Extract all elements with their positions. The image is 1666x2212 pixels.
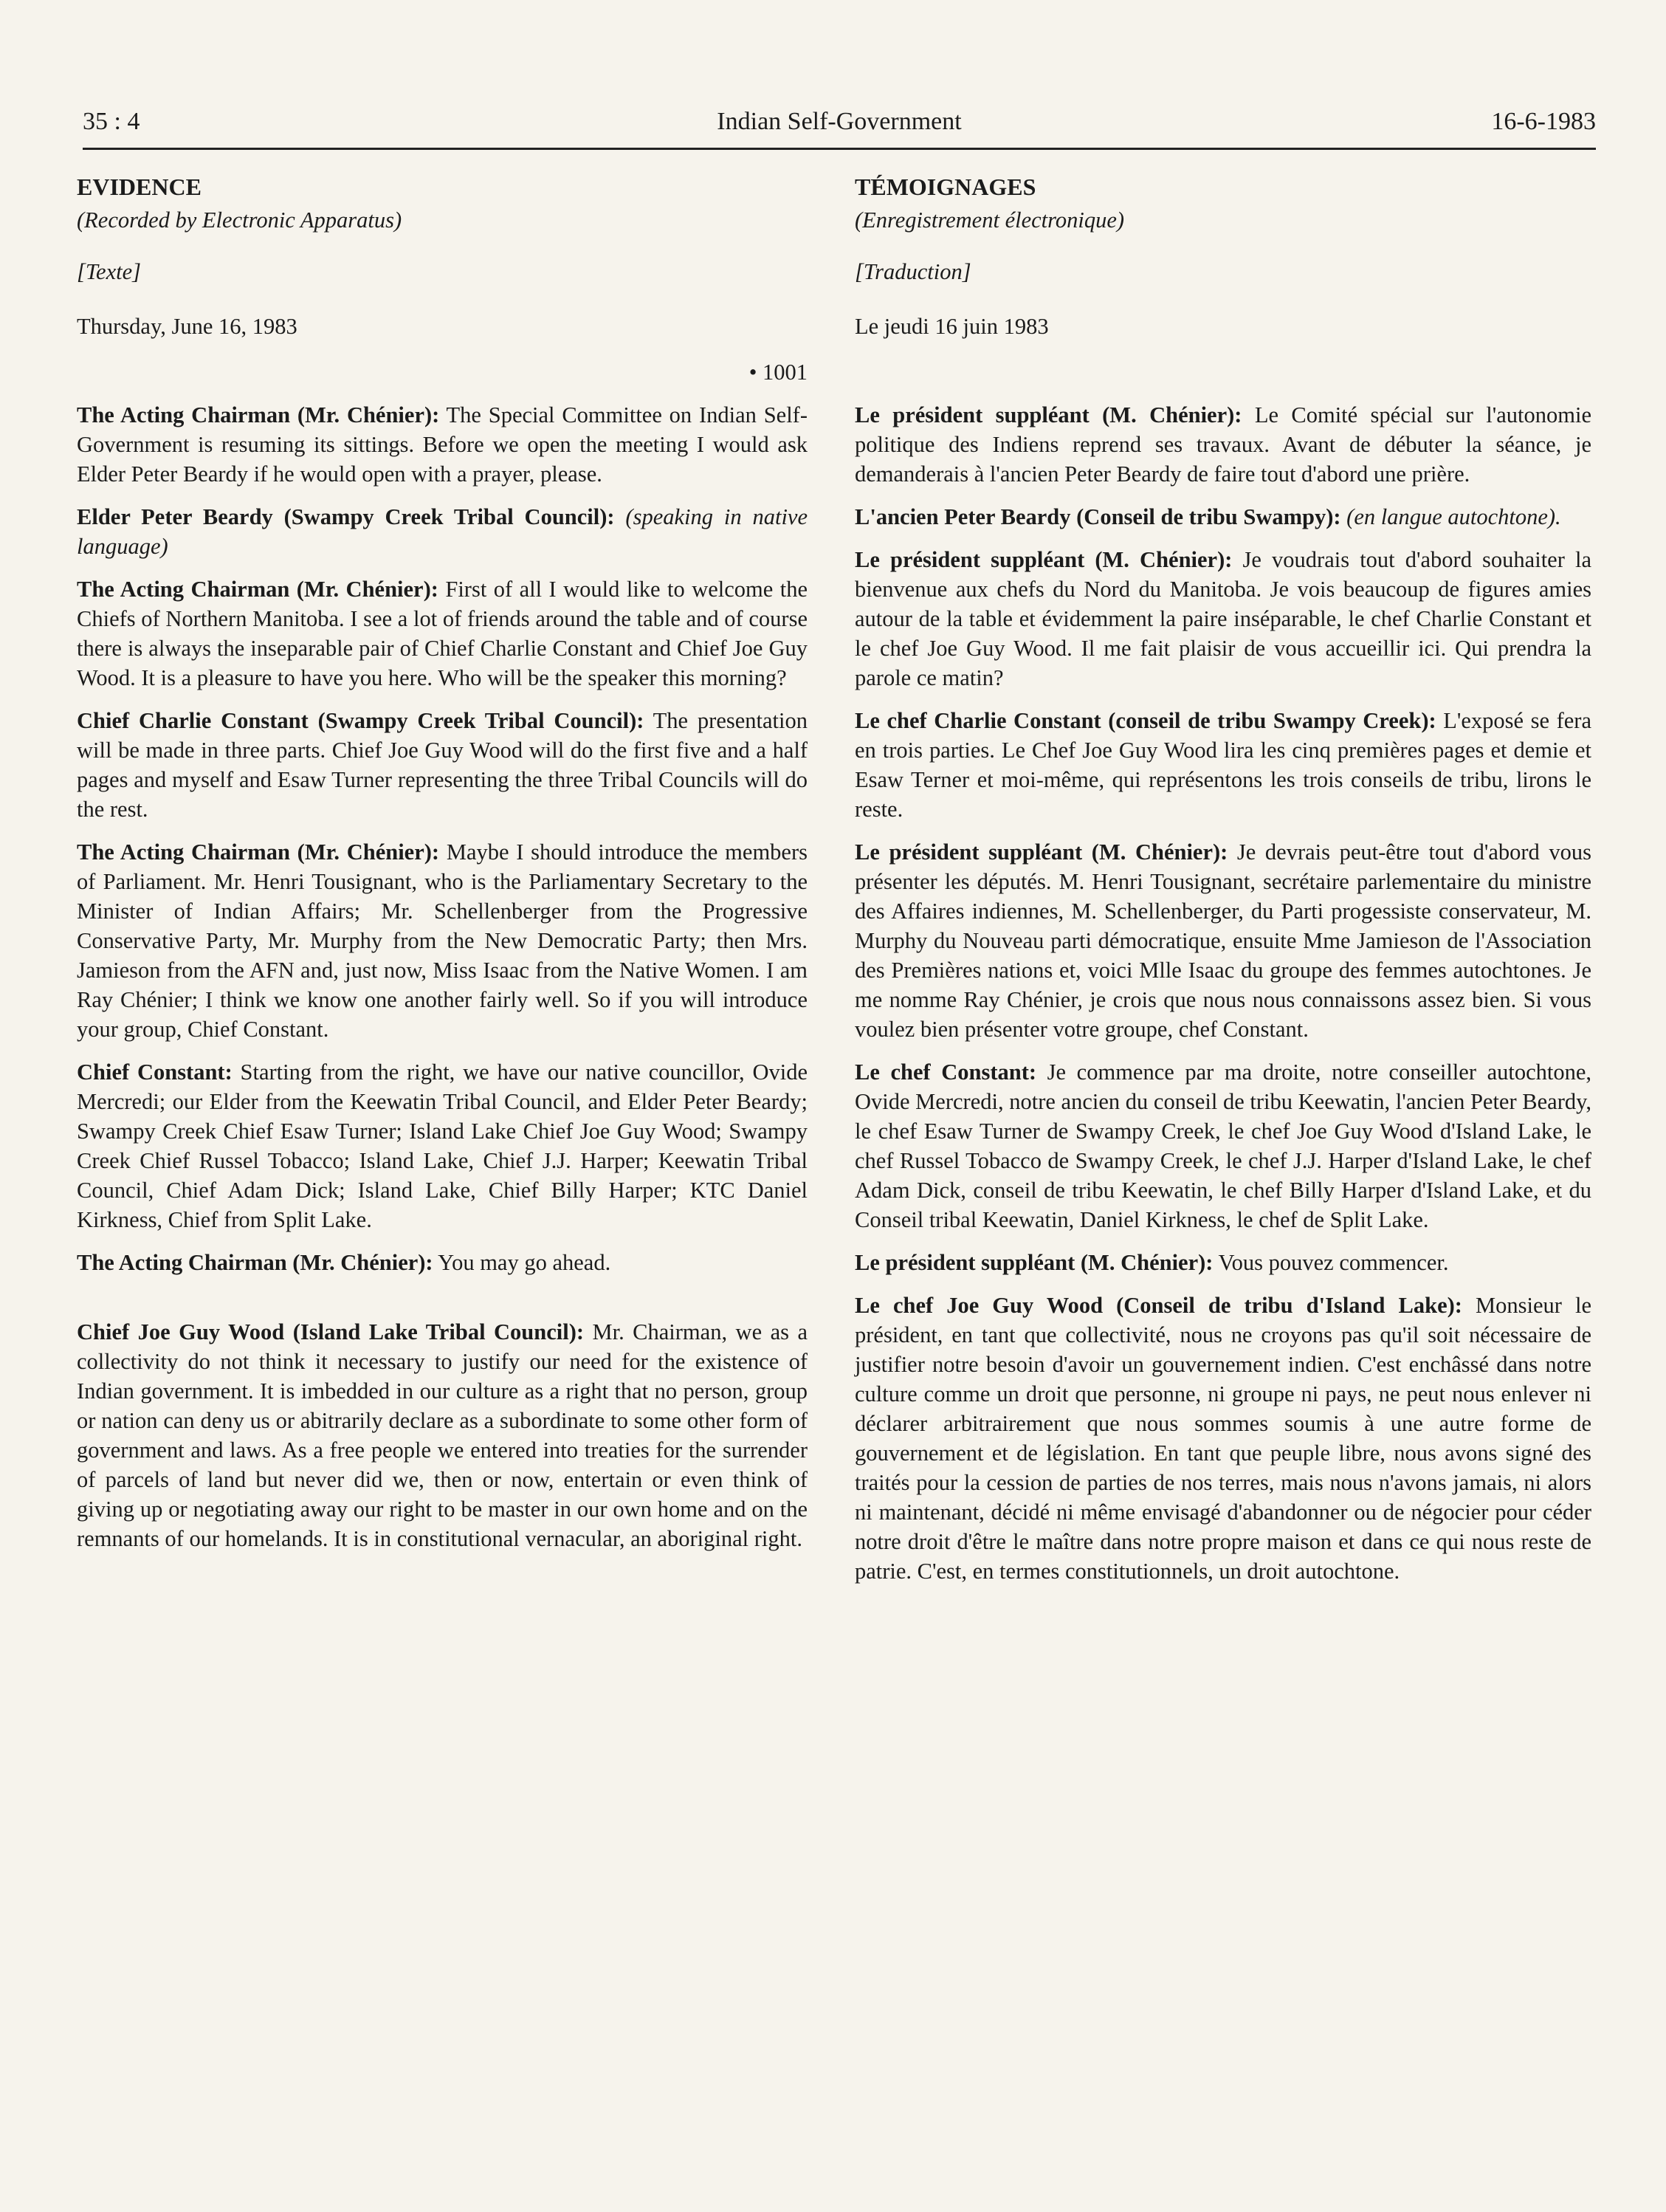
speaker-name: Chief Charlie Constant (Swampy Creek Tribal Council): [77, 708, 644, 733]
speech-paragraph [77, 1057, 808, 1234]
speech-text: (speaking in native language) [77, 504, 808, 559]
speaker-name: Le chef Charlie Constant (conseil de tribu Swampy Creek): [855, 708, 1436, 733]
sitting-date: Thursday, June 16, 1983 [77, 314, 297, 339]
running-header [83, 103, 1596, 150]
sitting-date: Le jeudi 16 juin 1983 [855, 314, 1049, 339]
text-note: [Texte] [77, 259, 141, 284]
speaker-name: Elder Peter Beardy (Swampy Creek Tribal Council): [77, 504, 615, 529]
evidence-heading: EVIDENCE [77, 174, 202, 200]
speaker-name: Le chef Constant: [855, 1059, 1037, 1085]
speech-paragraph [855, 502, 1591, 532]
speaker-name: Chief Joe Guy Wood (Island Lake Tribal Council): [77, 1319, 585, 1344]
speaker-name: Chief Constant: [77, 1059, 233, 1085]
speech-text: The presentation will be made in three parts. Chief Joe Guy Wood will do the first five and a half pages and myself and Esaw Turner representing the three Tribal Councils will do the rest. [77, 708, 808, 822]
speech-text: You may go ahead. [433, 1250, 611, 1275]
speech-paragraph [77, 502, 808, 561]
speech-text: Starting from the right, we have our native councillor, Ovide Mercredi; our Elder from the Keewatin Tribal Council, and Elder Peter Beardy; Swampy Creek Chief Esaw Turner; Island Lake Chief Joe Guy Wood; Swampy Creek Chief Russel Tobacco; Island Lake, Chief J.J. Harper; Keewatin Tribal Council, Chief Adam Dick; Island Lake, Chief Billy Harper; KTC Daniel Kirkness, Chief from Split Lake. [77, 1059, 808, 1232]
speaker-name: The Acting Chairman (Mr. Chénier): [77, 1250, 433, 1275]
time-marker: • 1001 [748, 360, 808, 385]
speaker-name: The Acting Chairman (Mr. Chénier): [77, 577, 438, 602]
speech-paragraph [855, 837, 1591, 1044]
speech-text: Le Comité spécial sur l'autonomie politique des Indiens reprend ses travaux. Avant de débuter la séance, je demanderais à l'ancien Peter Beardy de faire tout d'abord une prière. [855, 402, 1591, 487]
running-title: Indian Self-Government [717, 108, 962, 135]
page-number: 35 : 4 [83, 108, 140, 135]
speech-paragraph [855, 545, 1591, 693]
speech-paragraph [855, 1057, 1591, 1234]
speech-text: L'exposé se fera en trois parties. Le Chef Joe Guy Wood lira les cinq premières pages et demie et Esaw Terner et moi-même, qui représentons les trois conseils de tribu, lirons le reste. [855, 708, 1591, 822]
french-column [855, 171, 1591, 1586]
speaker-name: L'ancien Peter Beardy (Conseil de tribu Swampy): [855, 504, 1341, 529]
speech-paragraph [77, 1248, 808, 1277]
header-date: 16-6-1983 [1491, 108, 1596, 135]
speech-paragraph [77, 574, 808, 693]
speech-paragraph [855, 1291, 1591, 1586]
translation-note: [Traduction] [855, 259, 971, 284]
temoignages-heading: TÉMOIGNAGES [855, 174, 1036, 200]
recorded-note: (Recorded by Electronic Apparatus) [77, 207, 402, 233]
speech-text: Monsieur le président, en tant que collectivité, nous ne croyons pas qu'il soit nécessaire de justifier notre besoin d'avoir un gouvernement indien. C'est enchâssé dans notre culture comme un droit que personne, ni groupe ni pays, ne peut nous enlever ni déclarer arbitrairement que nous sommes soumis à une autre forme de gouvernement et de législation. En tant que peuple libre, nous avons signé des traités pour la cession de parties de nos terres, mais nous n'avons jamais, ni alors ni maintenant, décidé ni même envisagé d'abandonner ou de négocier pour céder notre droit d'être le maître dans notre propre maison et dans ce qui nous reste de patrie. C'est, en termes constitutionnels, un droit autochtone. [855, 1293, 1592, 1584]
speaker-name: The Acting Chairman (Mr. Chénier): [77, 402, 440, 427]
speech-text: Vous pouvez commencer. [1213, 1250, 1449, 1275]
speaker-name: The Acting Chairman (Mr. Chénier): [77, 839, 440, 865]
speech-paragraph [77, 400, 808, 489]
speaker-name: Le président suppléant (M. Chénier): [855, 1250, 1214, 1275]
speech-text: The Special Committee on Indian Self-Government is resuming its sittings. Before we open the meeting I would ask Elder Peter Beardy if he would open with a prayer, please. [77, 402, 808, 487]
speech-paragraph [855, 400, 1591, 489]
speech-paragraph [855, 706, 1591, 824]
speaker-name: Le président suppléant (M. Chénier): [855, 402, 1242, 427]
speech-paragraph [77, 706, 808, 824]
speaker-name: Le président suppléant (M. Chénier): [855, 839, 1228, 865]
speech-paragraph [77, 1317, 808, 1553]
recorded-note: (Enregistrement électronique) [855, 207, 1125, 233]
speech-paragraph [855, 1248, 1591, 1277]
speech-text: Je commence par ma droite, notre conseiller autochtone, Ovide Mercredi, notre ancien du conseil de tribu Keewatin, l'ancien Peter Beardy, le chef Esaw Turner de Swampy Creek, le chef Joe Guy Wood d'Island Lake, le chef Russel Tobacco de Swampy Creek, le chef J.J. Harper d'Island Lake, le chef Adam Dick, conseil de tribu Keewatin, le chef Billy Harper d'Island Lake, et du Conseil tribal Keewatin, Daniel Kirkness, le chef de Split Lake. [855, 1059, 1592, 1232]
speech-text: Maybe I should introduce the members of Parliament. Mr. Henri Tousignant, who is the Parliamentary Secretary to the Minister of Indian Affairs; Mr. Schellenberger from the Progressive Conservative Party, Mr. Murphy from the New Democratic Party; then Mrs. Jamieson from the AFN and, just now, Miss Isaac from the Native Women. I am Ray Chénier; I think we know one another fairly well. So if you will introduce your group, Chief Constant. [77, 839, 808, 1042]
speech-text: First of all I would like to welcome the Chiefs of Northern Manitoba. I see a lot of friends around the table and of course there is always the inseparable pair of Chief Charlie Constant and Chief Joe Guy Wood. It is a pleasure to have you here. Who will be the speaker this morning? [77, 577, 808, 690]
speaker-name: Le président suppléant (M. Chénier): [855, 547, 1233, 572]
english-column [77, 171, 808, 1553]
speech-text: (en langue autochtone). [1340, 504, 1561, 529]
speech-text: Mr. Chairman, we as a collectivity do not think it necessary to justify our need for the existence of Indian government. It is imbedded in our culture as a right that no person, group or nation can deny us or abitrarily declare as a subordinate to some other form of government and laws. As a free people we entered into treaties for the surrender of parcels of land but never did we, then or now, entertain or even think of giving up or negotiating away our right to be master in our own home and on the remnants of our homelands. It is in constitutional vernacular, an aboriginal right. [77, 1319, 808, 1551]
speaker-name: Le chef Joe Guy Wood (Conseil de tribu d'Island Lake): [855, 1293, 1462, 1318]
speech-paragraph [77, 837, 808, 1044]
speech-text: Je voudrais tout d'abord souhaiter la bienvenue aux chefs du Nord du Manitoba. Je vois beaucoup de figures amies autour de la table et évidemment la paire inséparable, le chef Charlie Constant et le chef Joe Guy Wood. Il me fait plaisir de vous accueillir ici. Qui prendra la parole ce matin? [855, 547, 1591, 690]
speech-text: Je devrais peut-être tout d'abord vous présenter les députés. M. Henri Tousignant, secrétaire parlementaire du ministre des Affaires indiennes, M. Schellenberger, du Parti progessiste conservateur, M. Murphy du Nouveau parti démocratique, ensuite Mme Jamieson de l'Association des Premières nations et, voici Mlle Isaac du groupe des femmes autochtones. Je me nomme Ray Chénier, je crois que nous nous connaissons assez bien. Si vous voulez bien présenter votre groupe, chef Constant. [855, 839, 1591, 1042]
